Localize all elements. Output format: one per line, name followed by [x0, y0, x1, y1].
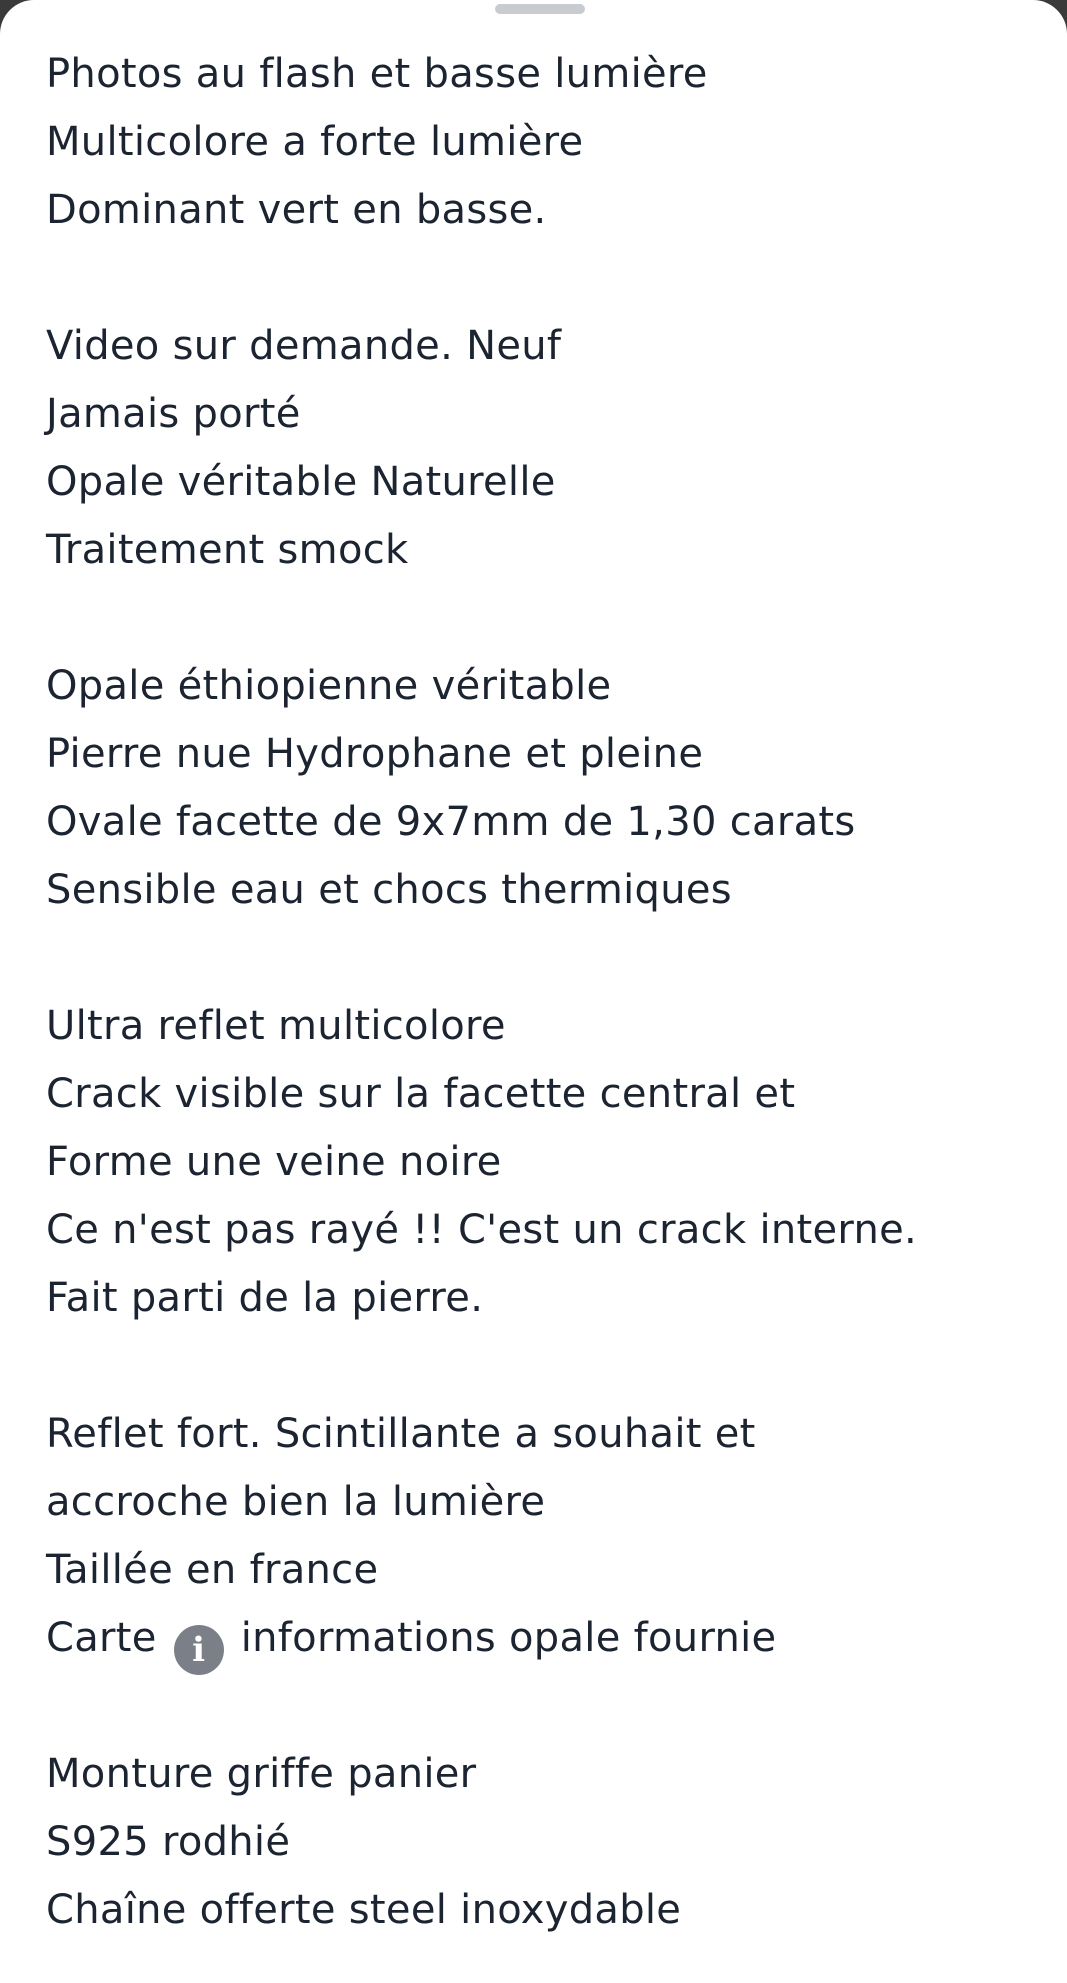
info-line-suffix: informations opale fournie: [240, 1615, 777, 1661]
sheet-drag-handle[interactable]: [495, 4, 585, 14]
paragraph-gap: [46, 924, 1036, 992]
description-line: Taillée en france: [46, 1547, 379, 1593]
description-line: Reflet fort. Scintillante a souhait et: [46, 1411, 756, 1457]
description-line: Opale éthiopienne véritable: [46, 663, 612, 709]
description-line: Jamais porté: [46, 391, 301, 437]
description-line: accroche bien la lumière: [46, 1479, 546, 1525]
paragraph-gap: [46, 244, 1036, 312]
description-line: Sensible eau et chocs thermiques: [46, 867, 732, 913]
description-line: Pierre nue Hydrophane et pleine: [46, 731, 704, 777]
paragraph-gap: [46, 1332, 1036, 1400]
description-line: Chaîne offerte steel inoxydable: [46, 1887, 682, 1933]
paragraph-gap: [46, 584, 1036, 652]
description-line: Monture griffe panier: [46, 1751, 477, 1797]
info-line-prefix: Carte: [46, 1615, 157, 1661]
description-line: Ce n'est pas rayé !! C'est un crack interne.: [46, 1207, 918, 1253]
paragraph-gap: [46, 1672, 1036, 1740]
description-line: Multicolore a forte lumière: [46, 119, 584, 165]
description-line: Crack visible sur la facette central et: [46, 1071, 796, 1117]
description-line: Video sur demande. Neuf: [46, 323, 562, 369]
information-icon: i: [174, 1625, 224, 1675]
description-line: Traitement smock: [46, 527, 409, 573]
description-line: S925 rodhié: [46, 1819, 291, 1865]
info-card-line: [46, 1604, 1036, 1672]
description-line: Ultra reflet multicolore: [46, 1003, 506, 1049]
description-line: Dominant vert en basse.: [46, 187, 547, 233]
description-line: Photos au flash et basse lumière: [46, 51, 708, 97]
description-line: Fait parti de la pierre.: [46, 1275, 484, 1321]
description-text: [46, 40, 1036, 1944]
description-line: Opale véritable Naturelle: [46, 459, 556, 505]
description-line: Forme une veine noire: [46, 1139, 502, 1185]
description-line: Ovale facette de 9x7mm de 1,30 carats: [46, 799, 856, 845]
